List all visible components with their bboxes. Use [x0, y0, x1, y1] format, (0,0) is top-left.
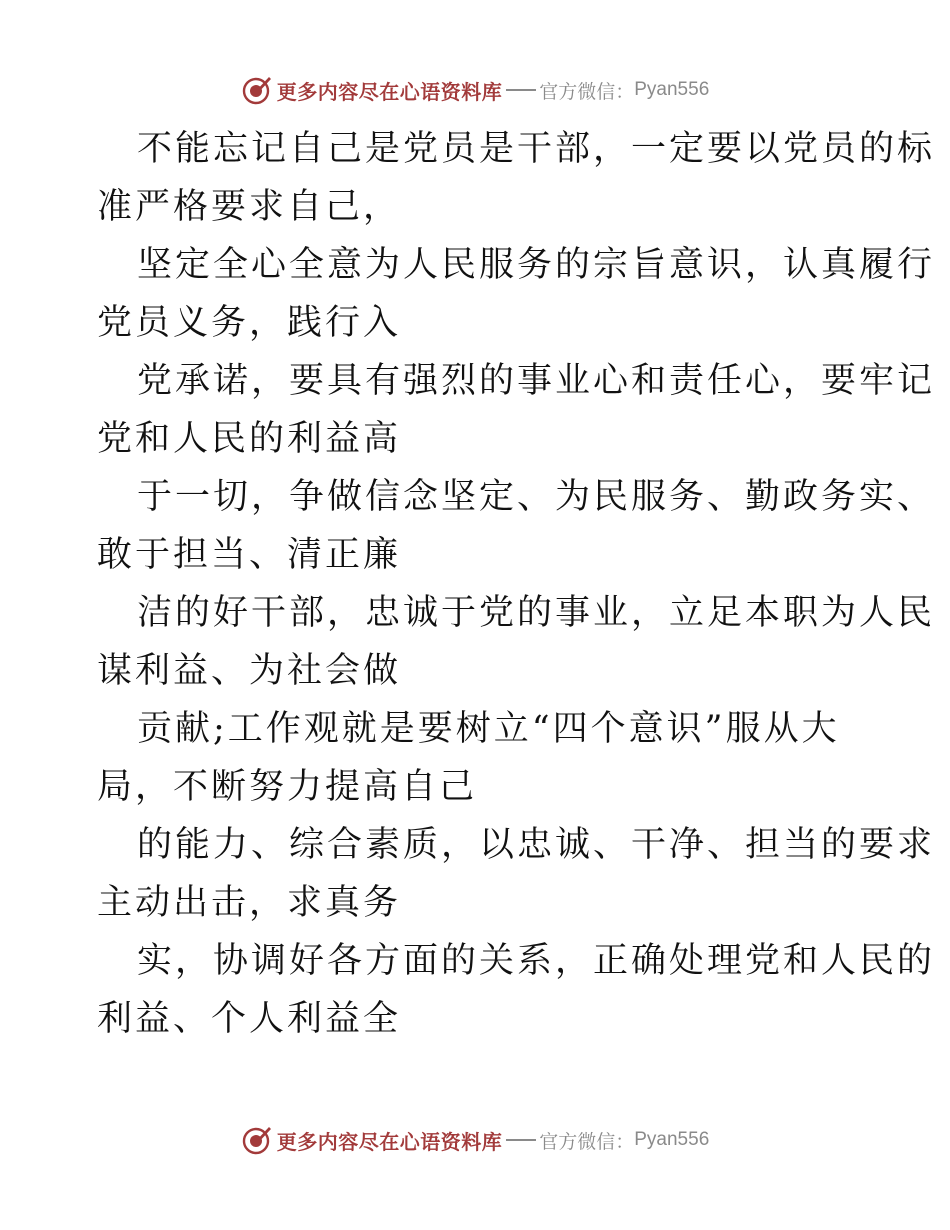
banner-wechat-label: 官方微信： [539, 1130, 635, 1153]
paragraph-line: 贡献;工作观就是要树立“四个意识”服从大 [137, 709, 840, 749]
banner-separator [506, 1139, 536, 1141]
paragraph-line: 利益、个人利益全 [97, 999, 402, 1039]
pen-logo-icon [241, 74, 273, 106]
paragraph [97, 932, 936, 1048]
paragraph-line: 主动出击，求真务 [97, 883, 402, 923]
paragraph [97, 816, 936, 932]
banner-wechat-id: Pyan556 [634, 79, 710, 100]
banner-wechat-id: Pyan556 [634, 1129, 710, 1150]
paragraph [97, 236, 936, 352]
banner-slogan: 更多内容尽在心语资料库 [276, 1129, 503, 1154]
paragraph-line: 坚定全心全意为人民服务的宗旨意识，认真履行 [137, 245, 936, 285]
paragraph [97, 700, 857, 816]
paragraph [97, 352, 936, 468]
paragraph [97, 120, 936, 236]
banner-slogan: 更多内容尽在心语资料库 [276, 79, 503, 104]
paragraph-line: 准严格要求自己， [97, 187, 402, 227]
banner-wechat-label: 官方微信： [539, 80, 635, 103]
paragraph-line: 党和人民的利益高 [97, 419, 402, 459]
paragraph-line: 党员义务，践行入 [97, 303, 402, 343]
document-body [97, 120, 936, 1048]
paragraph-line: 局，不断努力提高自己 [97, 767, 478, 807]
footer-banner [0, 1120, 950, 1160]
paragraph [97, 468, 936, 584]
paragraph-line: 不能忘记自己是党员是干部，一定要以党员的标 [137, 129, 936, 169]
paragraph [97, 584, 936, 700]
paragraph-line: 敢于担当、清正廉 [97, 535, 402, 575]
paragraph-line: 谋利益、为社会做 [97, 651, 402, 691]
paragraph-line: 洁的好干部，忠诚于党的事业，立足本职为人民 [137, 593, 936, 633]
paragraph-line: 党承诺，要具有强烈的事业心和责任心，要牢记 [137, 361, 936, 401]
pen-logo-icon [241, 1124, 273, 1156]
banner-separator [506, 89, 536, 91]
paragraph-line: 实，协调好各方面的关系，正确处理党和人民的 [137, 941, 936, 981]
paragraph-line: 的能力、综合素质，以忠诚、干净、担当的要求 [137, 825, 936, 865]
paragraph-line: 于一切，争做信念坚定、为民服务、勤政务实、 [137, 477, 936, 517]
header-banner [0, 70, 950, 110]
